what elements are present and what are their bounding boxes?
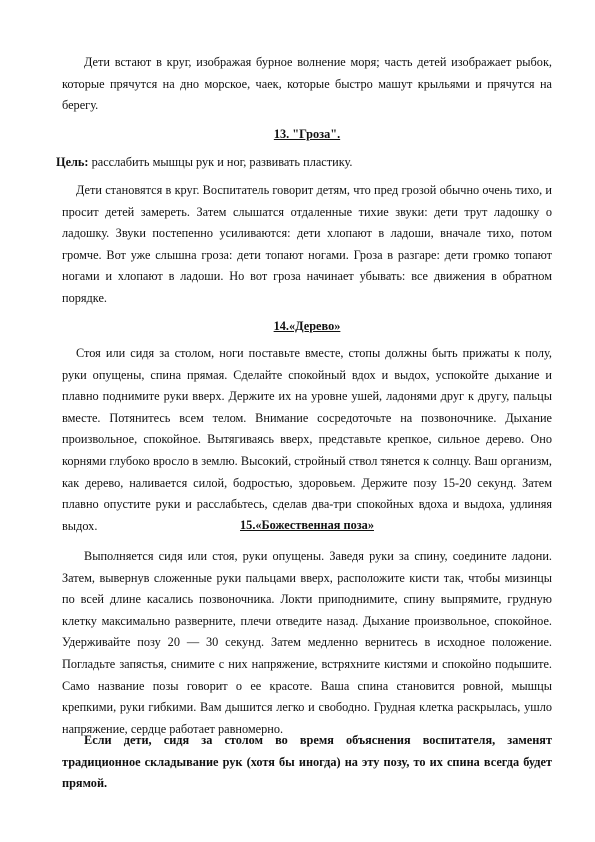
section-15-title xyxy=(62,515,552,537)
section-14-title-text: 14.«Дерево» xyxy=(273,319,341,333)
section-13-goal xyxy=(56,152,546,174)
section-15-title-text: 15.«Божественная поза» xyxy=(240,518,374,532)
closing-paragraph: Если дети, сидя за столом во время объяснения воспитателя, заменят традиционное складывание рук (хотя бы иногда) на эту позу, то их спина всегда будет прямой. xyxy=(62,733,552,791)
section-14-paragraph: Стоя или сидя за столом, ноги поставьте вместе, стопы должны быть прижаты к полу, руки опущены, спина прямая. Сделайте спокойный вдох и выдох, успокойте дыхание и плавно поднимите руки вверх. Держите их на уровне ушей, ладонями друг к другу, пальцы вместе. Потянитесь всем телом. Внимание сосредоточьте на позвоночнике. Дыхание произвольное, спокойное. Вытягиваясь вверх, представьте крепкое, сильное дерево. Оно корнями глубоко вросло в землю. Высокий, стройный ствол тянется к солнцу. Ваш организм, как дерево, наливается силой, бодростью, здоровьем. Держите позу 15-20 секунд. Затем плавно опустите руки и расслабьтесь, сделав два-три спокойных вдоха и выдоха, удлиняя выдох. xyxy=(62,346,552,533)
intro-paragraph: Дети встают в круг, изображая бурное волнение моря; часть детей изображает рыбок, которые прячутся на дно морское, чаек, которые быстро машут крыльями и прячутся на берегу. xyxy=(62,55,552,113)
section-14-title xyxy=(62,316,552,338)
goal-label: Цель: xyxy=(56,155,89,169)
goal-text: расслабить мышцы рук и ног, развивать пластику. xyxy=(88,155,353,169)
section-15-paragraph: Выполняется сидя или стоя, руки опущены. Заведя руки за спину, соедините ладони. Затем, вывернув сложенные руки пальцами вверх, расположите кисти так, чтобы мизинцы по всей длине касались позвоночника. Локти приподнимите, спину выпрямите, грудную клетку максимально разверните, плечи отведите назад. Дыхание произвольное, спокойное. Удерживайте позу 20 — 30 секунд. Затем медленно вернитесь в исходное положение. Погладьте запястья, снимите с них напряжение, встряхните кистями и спокойно подышите. Само название позы говорит о ее красоте. Ваша спина становится ровной, мышцы крепкими, руки гибкими. Вам дышится легко и свободно. Грудная клетка раскрылась, ушло напряжение, сердце работает равномерно. xyxy=(62,549,552,736)
section-13-paragraph: Дети становятся в круг. Воспитатель говорит детям, что пред грозой обычно очень тихо, и просит детей замереть. Затем слышатся отдаленные тихие звуки: дети трут ладошку о ладошку. Звуки постепенно усиливаются: дети хлопают в ладоши, вначале тихо, потом громче. Вот уже слышна гроза: дети топают ногами. Гроза в разгаре: дети громко топают ногами и хлопают в ладоши. Но вот гроза начинает убывать: все движения в обратном порядке. xyxy=(62,183,552,305)
section-13-title xyxy=(62,124,552,146)
section-13-title-text: 13. "Гроза". xyxy=(273,127,341,141)
